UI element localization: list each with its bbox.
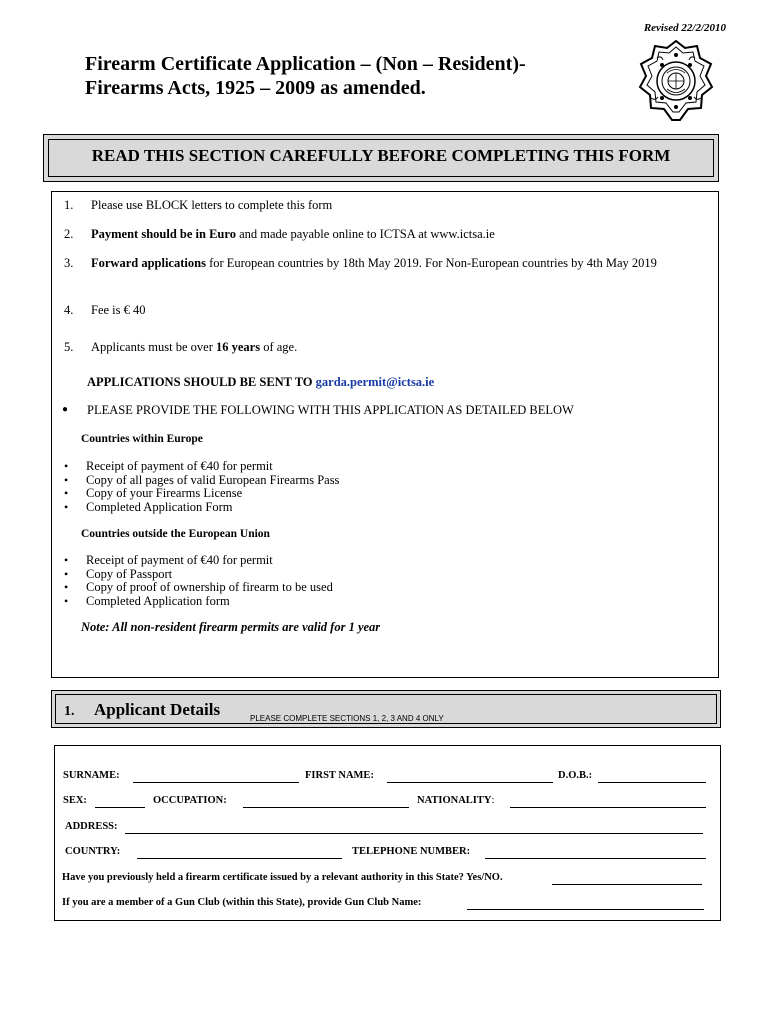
europe-list <box>64 460 339 514</box>
sex-field[interactable] <box>95 807 145 808</box>
applicant-details-box <box>54 745 721 921</box>
section1-note: PLEASE COMPLETE SECTIONS 1, 2, 3 AND 4 ONLY <box>250 714 444 723</box>
revised-date: Revised 22/2/2010 <box>643 22 726 34</box>
previous-certificate-label: Have you previously held a firearm certificate issued by a relevant authority in this State? Yes/NO. <box>62 872 503 883</box>
nationality-label: NATIONALITY: <box>417 795 495 806</box>
send-to-line: APPLICATIONS SHOULD BE SENT TO garda.permit@ictsa.ie <box>87 375 435 389</box>
outside-eu-list <box>64 554 333 608</box>
first-name-field[interactable] <box>387 782 553 783</box>
sex-label: SEX: <box>63 795 87 806</box>
form-title <box>85 52 605 100</box>
country-field[interactable] <box>137 858 342 859</box>
gun-club-field[interactable] <box>467 909 704 910</box>
dob-field[interactable] <box>598 782 706 783</box>
read-section-heading: READ THIS SECTION CAREFULLY BEFORE COMPLETING THIS FORM <box>91 146 671 165</box>
gun-club-label: If you are a member of a Gun Club (within this State), provide Gun Club Name: <box>62 897 422 908</box>
list-item: • Copy of Passport <box>64 568 333 582</box>
first-name-label: FIRST NAME: <box>305 770 374 781</box>
garda-seal-icon <box>637 38 715 124</box>
address-label: ADDRESS: <box>65 821 118 832</box>
provide-documents-text: PLEASE PROVIDE THE FOLLOWING WITH THIS APPLICATION AS DETAILED BELOW <box>87 403 574 417</box>
country-label: COUNTRY: <box>65 846 121 857</box>
form-title-line2: Firearms Acts, 1925 – 2009 as amended. <box>85 77 426 99</box>
occupation-field[interactable] <box>243 807 409 808</box>
bullet-icon: ● <box>62 404 69 415</box>
list-item: • Receipt of payment of €40 for permit <box>64 460 339 474</box>
address-field[interactable] <box>125 833 703 834</box>
section1-header <box>51 690 721 728</box>
list-item: • Completed Application Form <box>64 501 339 515</box>
telephone-label: TELEPHONE NUMBER: <box>352 846 471 857</box>
list-item: • Receipt of payment of €40 for permit <box>64 554 333 568</box>
outside-eu-heading: Countries outside the European Union <box>81 528 270 540</box>
list-item: • Completed Application form <box>64 595 333 609</box>
telephone-field[interactable] <box>485 858 706 859</box>
previous-certificate-field[interactable] <box>552 884 702 885</box>
form-title-line1: Firearm Certificate Application – (Non – Resident)- <box>85 53 526 75</box>
europe-heading: Countries within Europe <box>81 433 203 445</box>
instructions-box: 1. Please use BLOCK letters to complete this form 2. Payment should be in Euro and made payable online to ICTSA at www.ictsa.ie 3. Forward applications for European countries by 18th May 2019. For Non-European countries by 4th May 2019 4. Fee is € 40 5. Applicants must be over 16 years of age. APPLICATIONS SHOULD BE SENT TO garda.permit@ictsa.ie ● PLEASE PROVIDE THE FOLLOWING WITH THIS APPLICATION AS DETAILED BELOW Countries within Europe • Receipt of payment of €40 for permit • Copy of all pages of valid European Firearms Pass • Copy of your Firearms License • Completed Application Form Countries outside the European Union • Receipt of payment of €40 for permit • Copy of Passport • Copy of proof of ownership of firearm to be used • Completed Application form Note: All non-resident firearm permits are valid for 1 year <box>51 191 719 678</box>
surname-label: SURNAME: <box>63 770 120 781</box>
section1-number: 1. <box>64 704 75 719</box>
section1-title: Applicant Details <box>94 700 221 719</box>
list-item: • Copy of proof of ownership of firearm to be used <box>64 581 333 595</box>
occupation-label: OCCUPATION: <box>153 795 227 806</box>
validity-note: Note: All non-resident firearm permits are valid for 1 year <box>81 620 381 634</box>
dob-label: D.O.B.: <box>558 770 593 781</box>
send-to-email-link[interactable]: garda.permit@ictsa.ie <box>315 375 435 389</box>
nationality-field[interactable] <box>510 807 706 808</box>
read-section-header <box>43 134 719 182</box>
list-item: • Copy of all pages of valid European Firearms Pass <box>64 474 339 488</box>
surname-field[interactable] <box>133 782 299 783</box>
list-item: • Copy of your Firearms License <box>64 487 339 501</box>
